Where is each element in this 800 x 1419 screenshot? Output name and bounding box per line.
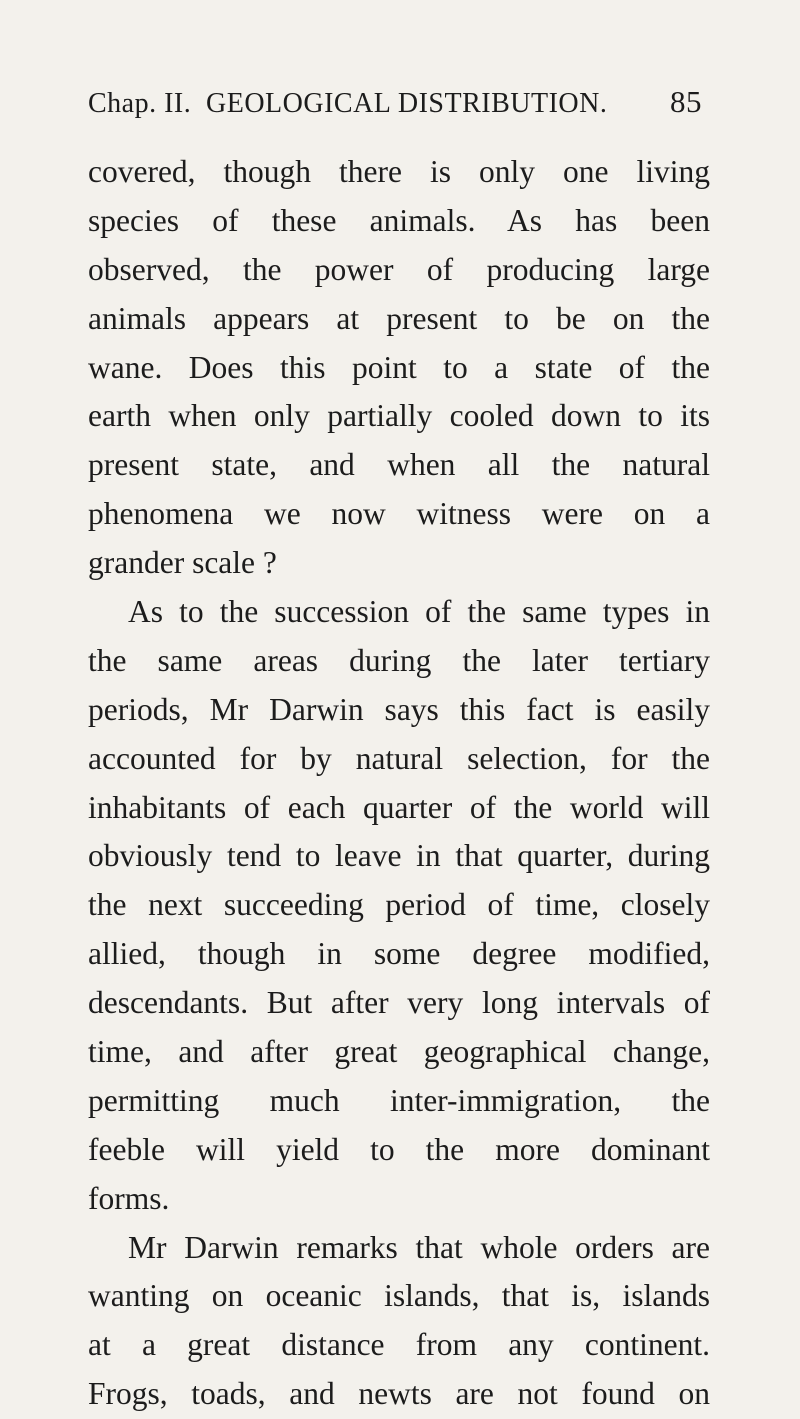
- text-line: forms.: [88, 1180, 170, 1216]
- text-line: wane. Does this point to a state of the: [88, 349, 710, 385]
- chapter-label: Chap. II.: [88, 88, 192, 119]
- text-line: observed, the power of producing large: [88, 251, 710, 287]
- running-head: [88, 84, 702, 128]
- text-line: accounted for by natural selection, for the: [88, 740, 710, 776]
- text-line: allied, though in some degree modified,: [88, 936, 710, 972]
- text-line: permitting much inter-immigration, the: [88, 1082, 710, 1118]
- paragraph-start-line: Mr Darwin remarks that whole orders are: [128, 1229, 710, 1265]
- page-number: 85: [670, 84, 702, 119]
- text-line: periods, Mr Darwin says this fact is easily: [88, 691, 710, 727]
- text-line: animals appears at present to be on the: [88, 300, 710, 336]
- text-line: species of these animals. As has been: [88, 202, 710, 238]
- text-line: grander scale ?: [88, 545, 277, 581]
- text-line: wanting on oceanic islands, that is, islands: [88, 1278, 710, 1314]
- text-line: descendants. But after very long intervals of: [88, 985, 710, 1021]
- text-line: phenomena we now witness were on a: [88, 496, 710, 532]
- text-line: earth when only partially cooled down to its: [88, 398, 710, 434]
- text-line: the same areas during the later tertiary: [88, 642, 710, 678]
- text-line: time, and after great geographical change,: [88, 1034, 710, 1070]
- text-line: feeble will yield to the more dominant: [88, 1131, 710, 1167]
- body-text: [88, 148, 710, 1419]
- text-line: at a great distance from any continent.: [88, 1327, 710, 1363]
- text-line: Frogs, toads, and newts are not found on: [88, 1376, 710, 1412]
- text-line: inhabitants of each quarter of the world will: [88, 789, 710, 825]
- text-line: covered, though there is only one living: [88, 154, 710, 189]
- text-line: present state, and when all the natural: [88, 447, 710, 483]
- running-title: GEOLOGICAL DISTRIBUTION.: [206, 88, 608, 119]
- paragraph-start-line: As to the succession of the same types in: [128, 594, 710, 630]
- text-line: obviously tend to leave in that quarter, during: [88, 838, 710, 874]
- text-line: the next succeeding period of time, closely: [88, 887, 710, 923]
